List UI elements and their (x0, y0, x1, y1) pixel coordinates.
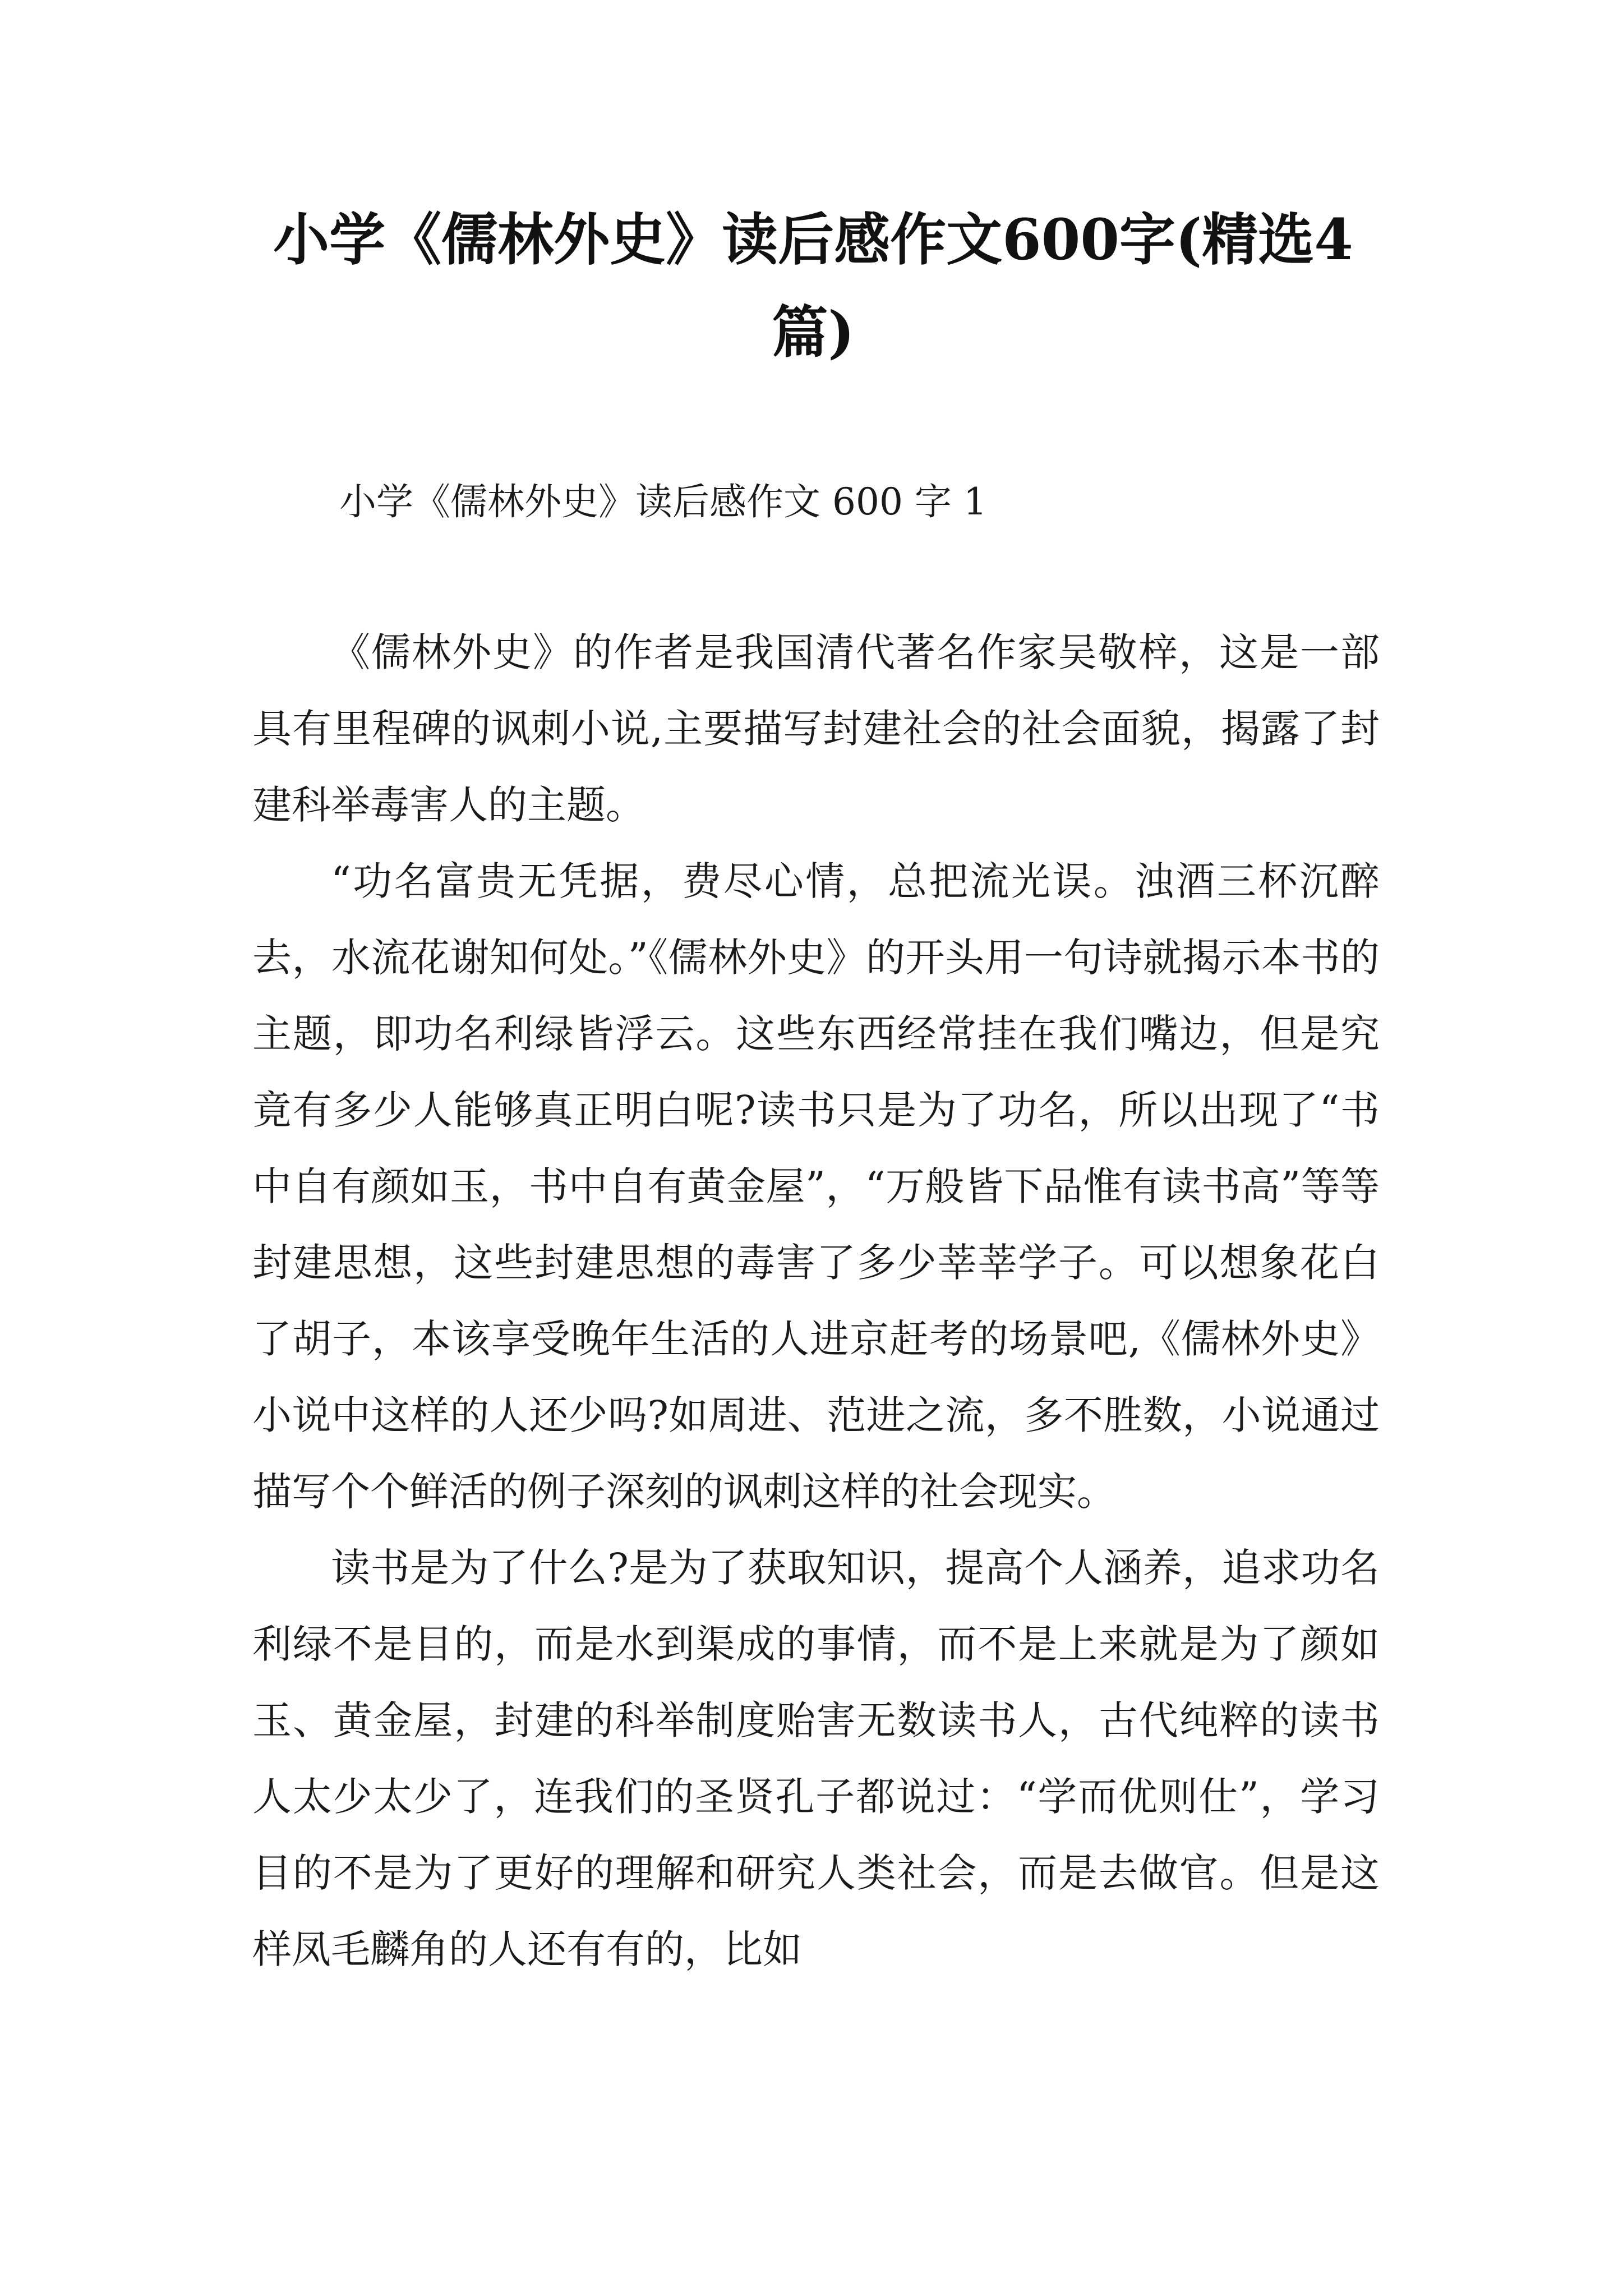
document-body (252, 614, 1380, 1987)
body-paragraph-2: “功名富贵无凭据，费尽心情，总把流光误。浊酒三杯沉醉去，水流花谢知何处。”《儒林外史》的开头用一句诗就揭示本书的主题，即功名利绿皆浮云。这些东西经常挂在我们嘴边，但是究竟有多少人能够真正明白呢?读书只是为了功名，所以出现了“书中自有颜如玉，书中自有黄金屋”，“万般皆下品惟有读书高”等等封建思想，这些封建思想的毒害了多少莘莘学子。可以想象花白了胡子，本该享受晚年生活的人进京赶考的场景吧,《儒林外史》小说中这样的人还少吗?如周进、范进之流，多不胜数，小说通过描写个个鲜活的例子深刻的讽刺这样的社会现实。 (252, 858, 1380, 1515)
section-heading: 小学《儒林外史》读后感作文 600 字 1 (339, 480, 987, 523)
body-paragraph-3: 读书是为了什么?是为了获取知识，提高个人涵养，追求功名利绿不是目的，而是水到渠成的事情，而不是上来就是为了颜如玉、黄金屋，封建的科举制度贻害无数读书人，古代纯粹的读书人太少太少了，连我们的圣贤孔子都说过：“学而优则仕”，学习目的不是为了更好的理解和研究人类社会，而是去做官。但是这样凤毛麟角的人还有有的，比如 (252, 1545, 1380, 1972)
body-paragraph-1: 《儒林外史》的作者是我国清代著名作家吴敬梓，这是一部具有里程碑的讽刺小说,主要描写封建社会的社会面貌，揭露了封建科举毒害人的主题。 (252, 629, 1380, 828)
document-title: 小学《儒林外史》读后感作文600字(精选4篇) (273, 206, 1353, 365)
